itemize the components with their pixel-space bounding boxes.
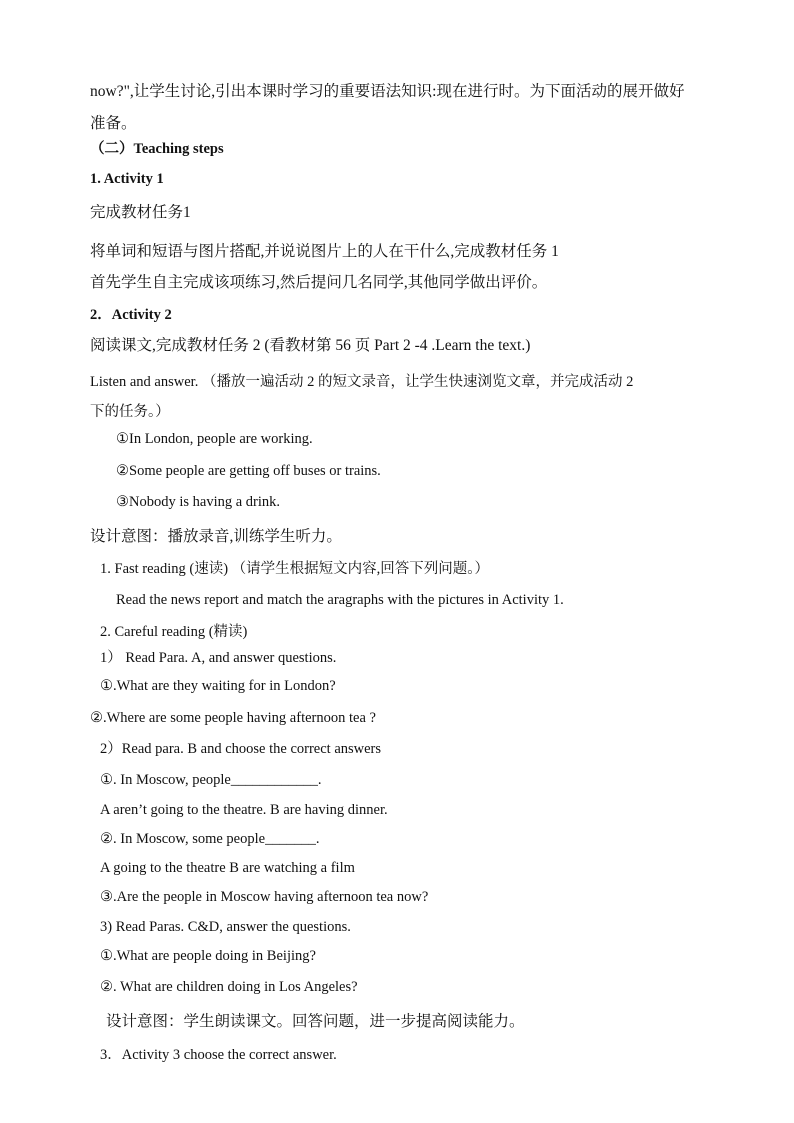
- listen-answer-line-2: 下的任务。）: [90, 404, 170, 420]
- para-cd-question-2: ②. What are children doing in Los Angeles?: [100, 979, 358, 995]
- design-intent-reading: 设计意图：学生朗读课文。回答问题，进一步提高阅读能力。: [106, 1013, 525, 1030]
- para-a-heading: 1） Read Para. A, and answer questions.: [100, 650, 337, 666]
- para-b-question-2: ②. In Moscow, some people_______.: [100, 831, 320, 847]
- para-b-options-2: A going to the theatre B are watching a film: [100, 860, 355, 876]
- activity-2-heading: 2．Activity 2: [90, 307, 172, 323]
- activity-1-desc-2: 首先学生自主完成该项练习,然后提问几名同学,其他同学做出评价。: [90, 274, 548, 291]
- para-cd-question-1: ①.What are people doing in Beijing?: [100, 948, 316, 964]
- para-b-heading: 2）Read para. B and choose the correct answers: [100, 741, 382, 757]
- activity-1-desc-1: 将单词和短语与图片搭配,并说说图片上的人在干什么,完成教材任务 1: [90, 243, 559, 260]
- section-heading-teaching-steps: （二）Teaching steps: [90, 141, 224, 157]
- statement-1: ①In London, people are working.: [116, 431, 313, 447]
- intro-line-2: 准备。: [90, 115, 137, 132]
- fast-reading-heading: 1. Fast reading (速读) （请学生根据短文内容,回答下列问题。）: [100, 561, 490, 577]
- activity-1-heading: 1. Activity 1: [90, 171, 164, 187]
- activity-3-heading: 3．Activity 3 choose the correct answer.: [100, 1047, 337, 1063]
- para-a-question-1: ①.What are they waiting for in London?: [100, 678, 336, 694]
- para-b-options-1: A aren’t going to the theatre. B are having dinner.: [100, 802, 388, 818]
- para-b-question-1: ①. In Moscow, people____________.: [100, 772, 322, 788]
- activity-1-task: 完成教材任务1: [90, 204, 191, 221]
- statement-2: ②Some people are getting off buses or trains.: [116, 463, 381, 479]
- fast-reading-task: Read the news report and match the aragraphs with the pictures in Activity 1.: [116, 592, 564, 608]
- statement-3: ③Nobody is having a drink.: [116, 494, 281, 510]
- design-intent-listening: 设计意图：播放录音,训练学生听力。: [90, 528, 342, 545]
- para-b-question-3: ③.Are the people in Moscow having afternoon tea now?: [100, 889, 429, 905]
- intro-line-1: now?",让学生讨论,引出本课时学习的重要语法知识:现在进行时。为下面活动的展开做好: [90, 83, 685, 100]
- para-cd-heading: 3) Read Paras. C&D, answer the questions.: [100, 919, 351, 935]
- activity-2-task: 阅读课文,完成教材任务 2 (看教材第 56 页 Part 2 -4 .Learn the text.): [90, 337, 531, 354]
- listen-answer-line-1: Listen and answer. （播放一遍活动 2 的短文录音，让学生快速浏览文章，并完成活动 2: [90, 374, 634, 390]
- para-a-question-2: ②.Where are some people having afternoon tea ?: [90, 710, 376, 726]
- careful-reading-heading: 2. Careful reading (精读): [100, 624, 248, 640]
